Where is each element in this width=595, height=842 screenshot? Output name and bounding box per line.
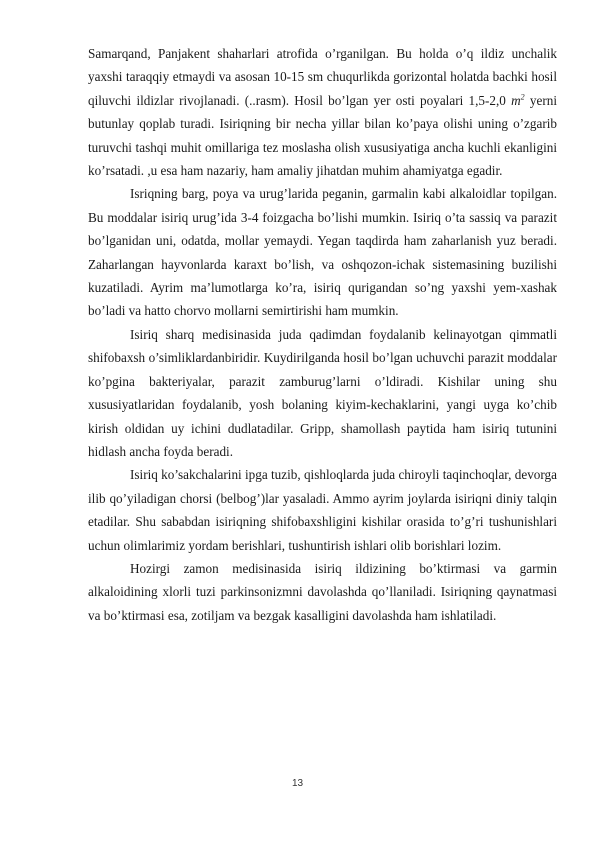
paragraph-5: Hozirgi zamon medisinasida isiriq ildizining bo’ktirmasi va garmin alkaloidining xlorli tuzi parkinsonizmni davolashda qo’llaniladi. Isiriqning qaynatmasi va bo’ktirmasi esa, zotiljam va bezgak kasalligini davolashda ham ishlatiladi. [88,560,557,623]
area-unit-base: m [511,92,521,108]
paragraph-2: Isriqning barg, poya va urug’larida peganin, garmalin kabi alkaloidlar topilgan. Bu moddalar isiriq urug’ida 3-4 foizgacha bo’lishi mumkin. Isiriq o’ta sassiq va parazit bo’lganidan uni, odatda, mollar yemaydi. Yegan taqdirda ham zaharlanish yuz beradi. Zaharlangan hayvonlarda karaxt bo’lish, va oshqozon-ichak sistemasining buzilishi kuzatiladi. Ayrim ma’lumotlarga ko’ra, isiriq qurigandan so’ng yaxshi yem-xashak bo’ladi va hatto chorvo mollarni semirtirishi ham mumkin. [88,186,557,319]
paragraph-1-text-start: Samarqand, Panjakent shaharlari atrofida o’rganilgan. Bu holda o’q ildiz unchalik yaxshi taraqqiy etmaydi va asosan 10-15 sm chuqurlikda gorizontal holatda bachki hosil qiluvchi ildizlar rivojlanadi. (..rasm). Hosil bo’lgan yer osti poyalari 1,5-2,0 [88,46,557,108]
paragraph-3: Isiriq sharq medisinasida juda qadimdan foydalanib kelinayotgan qimmatli shifobaxsh o’simliklardanbiridir. Kuydirilganda hosil bo’lgan uchuvchi parazit moddalar ko’pgina bakteriyalar, parazit zamburug’larni o’ldiradi. Kishilar uning shu xususiyatlaridan foydalanib, yosh bolaning kiyim-kechaklarini, yangi uyga ko’chib kirish oldidan uy ichini dudlatadilar. Gripp, shamollash paytida ham isiriq tutunini hidlash ancha foyda beradi. [88,326,557,459]
paragraph-4: Isiriq ko’sakchalarini ipga tuzib, qishloqlarda juda chiroyli taqinchoqlar, devorga ilib qo’yiladigan chorsi (belbog’)lar yasaladi. Ammo ayrim joylarda isiriqni diniy talqin etadilar. Shu sababdan isiriqning shifobaxshligini kishilar orasida to’g’ri tushunishlari uchun olimlarimiz yordam berishlari, tushuntirish ishlari olib borishlari lozim. [88,467,557,553]
paragraph-1-text-end: yerni butunlay qoplab turadi. Isiriqning bir necha yillar bilan ko’paya olishi uning o’zgarib turuvchi tashqi muhit omillariga tez moslasha olish xususiyatiga ancha kuchli ekanligini ko’rsatadi. ,u esa ham nazariy, ham amaliy jihatdan muhim ahamiyatga egadir. [88,92,557,179]
page-number: 13 [291,778,304,789]
area-unit [511,93,525,108]
document-body [88,42,557,627]
area-unit-exponent: 2 [520,92,525,102]
paragraph-1 [88,42,557,182]
